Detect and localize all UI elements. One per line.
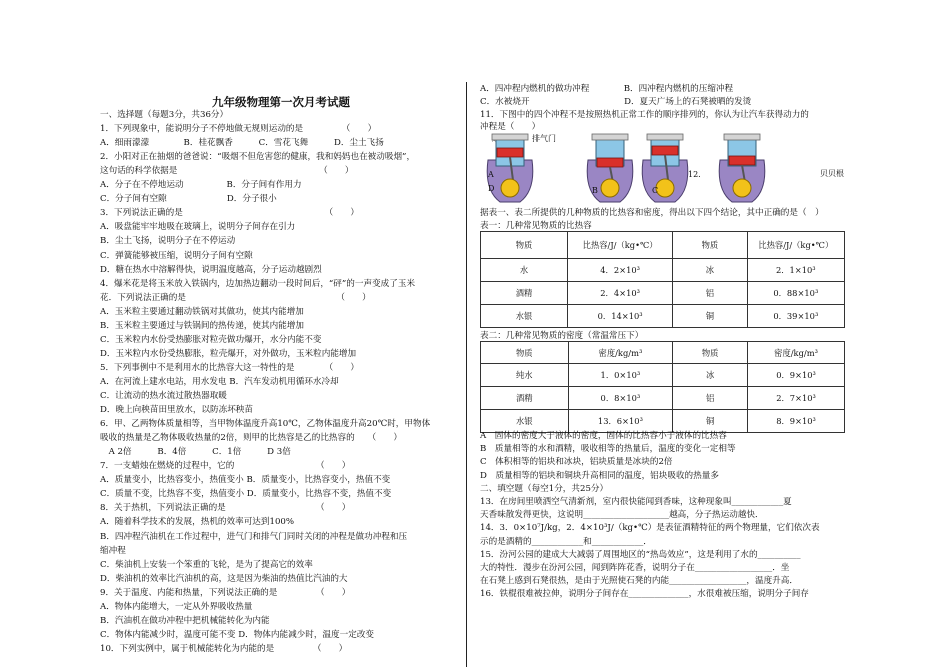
table-cell: 物质 — [481, 232, 568, 259]
table-header-row — [481, 342, 845, 364]
table-cell: 8．9×10³ — [748, 410, 845, 433]
engine-piston — [497, 148, 523, 157]
table-cell: 13．6×10³ — [568, 410, 673, 433]
right-bottom-line-7: 14．3．0×10⁷J/kg，2．4×10³J/（kg•℃）是表征酒精特征的两个物理量，它们依次表 — [480, 523, 820, 534]
left-line-25: 7．一支蜡烛在燃烧的过程中，它的 （ ） — [100, 461, 351, 472]
engine-crankshaft — [601, 179, 619, 197]
left-line-23: 吸收的热量是乙物体吸收热量的2倍，则甲的比热容是乙的比热容的 （ ） — [100, 433, 402, 444]
table-cell: 1．0×10³ — [568, 364, 673, 387]
exhaust-valve-label: 排气门 — [532, 134, 556, 143]
table-cell: 0．39×10³ — [747, 305, 844, 328]
left-line-28: 8．关于热机，下列说法正确的是 （ ） — [100, 503, 351, 514]
left-line-27: C．质量不变，比热容不变，热值变小 D．质量变小，比热容不变，热值不变 — [100, 489, 392, 500]
engine-piston — [652, 146, 678, 155]
q12-text: 据表一、表二所提供的几种物质的比热容和密度，得出以下四个结论，其中正确的是（ ） — [480, 208, 824, 218]
table-cell: 物质 — [481, 342, 569, 364]
right-bottom-line-11: 在石凳上感到石凳很热，是由于光照使石凳的内能__________________，温度升高． — [480, 576, 798, 587]
table-row — [481, 282, 845, 305]
engine-piston — [729, 156, 755, 165]
right-bottom-line-1: B 质量相等的水和酒精，吸收相等的热量后，温度的变化一定相等 — [480, 444, 736, 455]
right-bottom-line-0: A 固体的密度大于液体的密度，固体的比热容小于液体的比热容 — [480, 431, 727, 441]
exam-title: 九年级物理第一次月考试题 — [212, 95, 350, 109]
table-cell: 0．88×10³ — [747, 282, 844, 305]
left-line-0: 一、选择题（每题3分，共36分） — [100, 110, 229, 120]
left-line-33: D．柴油机的效率比汽油机的高，这是因为柴油的热值比汽油的大 — [100, 573, 348, 584]
table-cell: 密度/kg/m³ — [568, 342, 673, 364]
engine-strokes-illustration — [480, 130, 850, 215]
engine-diagram — [480, 130, 850, 215]
table-cell: 酒精 — [481, 387, 569, 410]
left-line-24: A 2倍 B．4倍 C．1倍 D 3倍 — [100, 447, 291, 458]
table-cell: 冰 — [673, 259, 747, 282]
side-note: 贝贝根 — [820, 169, 844, 178]
left-line-10: C．弹簧能够被压缩，说明分子间有空隙 — [100, 250, 253, 261]
specific-heat-table — [480, 231, 845, 328]
left-line-8: A．吸盘能牢牢地吸在玻璃上，说明分子间存在引力 — [100, 222, 296, 233]
engine-letter-b: B — [592, 186, 598, 195]
left-line-35: A．物体内能增大，一定从外界吸收热量 — [100, 601, 253, 612]
left-line-18: 5．下列事例中不是利用水的比热容大这一特性的是 （ ） — [100, 362, 359, 373]
table-cell: 2．4×10³ — [568, 282, 673, 305]
left-line-30: B．四冲程汽油机在工作过程中，进气门和排气门同时关闭的冲程是做功冲程和压 — [100, 531, 408, 542]
left-line-32: C．柴油机上安装一个笨重的飞轮，是为了提高它的效率 — [100, 559, 313, 570]
left-line-22: 6．甲、乙两物体质量相等，当甲物体温度升高10℃，乙物体温度升高20℃时，甲物体 — [100, 419, 431, 430]
table2-caption: 表二：几种常见物质的密度（常温常压下） — [480, 331, 644, 341]
engine-letter-c: C — [652, 186, 659, 195]
right-top-line-2: 11．下图中的四个冲程不是按照热机正常工作的顺序排列的，你认为让汽车获得动力的 — [480, 109, 809, 120]
right-bottom-line-10: 大的特性．漫步在汾河公园，闻到阵阵花香，说明分子在__________________．坐 — [480, 563, 790, 573]
table-cell: 0．8×10³ — [568, 387, 673, 410]
right-bottom-line-5: 13．在房间里喷洒空气清新剂，室内很快能闻到香味，这种现象叫____________夏 — [480, 497, 792, 507]
left-line-5: A．分子在不停地运动 B．分子间有作用力 — [100, 180, 302, 191]
table-cell: 比热容/J/（kg•℃） — [747, 232, 844, 259]
table-cell: 2．7×10³ — [748, 387, 845, 410]
table-cell: 密度/kg/m³ — [748, 342, 845, 364]
left-line-16: C．玉米粒内水份受热膨胀对粒壳做功爆开，水分内能不变 — [100, 334, 322, 345]
right-bottom-line-6: 天香味散发得更快，这说明____________________越高，分子热运动越快． — [480, 510, 764, 521]
table-header-row — [481, 232, 845, 259]
right-bottom-line-3: D 质量相等的铝块和铜块升高相同的温度，铝块吸收的热量多 — [480, 470, 719, 481]
right-bottom-line-9: 15．汾河公园的建成大大减弱了周围地区的“热岛效应”，这是利用了水的__________ — [480, 549, 801, 560]
table-cell: 水银 — [481, 410, 569, 433]
density-table — [480, 341, 845, 433]
left-line-19: A．在河流上建水电站，用水发电 B．汽车发动机用循环水冷却 — [100, 376, 339, 387]
left-line-15: B．玉米粒主要通过与铁锅间的热传递，使其内能增加 — [100, 320, 304, 331]
table-row — [481, 410, 845, 433]
left-line-34: 9．关于温度、内能和热量，下列说法正确的是 （ ） — [100, 587, 351, 598]
engine-head — [724, 134, 760, 140]
left-line-38: 10．下列实例中，属于机械能转化为内能的是 （ ） — [100, 643, 348, 654]
left-line-1: 1．下列现象中，能说明分子不停地做无规则运动的是 （ ） — [100, 124, 377, 135]
left-line-6: C．分子间有空隙 D．分子很小 — [100, 194, 277, 205]
right-bottom-line-8: 示的是酒精的____________和____________． — [480, 536, 652, 547]
left-line-7: 3．下列说法正确的是 （ ） — [100, 208, 359, 219]
left-line-37: C．物体内能减少时，温度可能不变 D．物体内能减少时，温度一定改变 — [100, 629, 375, 640]
engine-crankshaft — [733, 179, 751, 197]
right-top-line-3: 冲程是（ ） — [480, 122, 541, 133]
table-cell: 2．1×10³ — [747, 259, 844, 282]
table-cell: 4．2×10³ — [568, 259, 673, 282]
left-line-36: B．汽油机在做功冲程中把机械能转化为内能 — [100, 615, 270, 626]
table1-caption: 表一：几种常见物质的比热容 — [480, 221, 592, 231]
engine-letter-a: A — [488, 170, 494, 179]
engine-crankshaft — [501, 179, 519, 197]
table-cell: 酒精 — [481, 282, 568, 305]
table-cell: 铜 — [673, 305, 747, 328]
left-line-13: 花．下列说法正确的是 （ ） — [100, 292, 371, 303]
right-top-line-1: C．水被烧开 D．夏天广场上的石凳被晒的发烫 — [480, 96, 752, 107]
table-cell: 纯水 — [481, 364, 569, 387]
table-cell: 铜 — [673, 410, 748, 433]
left-line-12: 4．爆米花是将玉米放入铁锅内，边加热边翻动一段时间后，“砰”的一声变成了玉米 — [100, 278, 416, 289]
table-cell: 水 — [481, 259, 568, 282]
table-cell: 0．14×10³ — [568, 305, 673, 328]
table-row — [481, 364, 845, 387]
left-line-26: A．质量变小，比热容变小，热值变小 B．质量变小，比热容变小，热值不变 — [100, 475, 391, 486]
right-bottom-line-2: C 体积相等的铝块和冰块，铝块质量是冰块的2倍 — [480, 457, 673, 468]
column-divider — [466, 82, 467, 667]
table-cell: 比热容/J/（kg•℃） — [568, 232, 673, 259]
engine-piston — [597, 158, 623, 167]
left-line-4: 这句话的科学依据是 （ ） — [100, 166, 354, 177]
table-cell: 铝 — [673, 282, 747, 305]
question-12-number: 12. — [688, 170, 701, 179]
right-top-line-0: A．四冲程内燃机的做功冲程 B．四冲程内燃机的压缩冲程 — [480, 84, 734, 94]
table-cell: 物质 — [673, 342, 748, 364]
engine-head — [492, 134, 528, 140]
table-cell: 冰 — [673, 364, 748, 387]
left-line-21: D．晚上向秧苗田里放水，以防冻坏秧苗 — [100, 405, 253, 416]
left-line-11: D．糖在热水中溶解得快，说明温度越高，分子运动越剧烈 — [100, 264, 322, 275]
left-line-3: 2．小阳对正在抽烟的爸爸说：“吸烟不但危害您的健康，我和妈妈也在被动吸烟”， — [100, 152, 416, 163]
table-row — [481, 387, 845, 410]
left-line-9: B．尘土飞扬，说明分子在不停运动 — [100, 236, 236, 247]
engine-head — [647, 134, 683, 140]
left-line-17: D．玉米粒内水份受热膨胀，粒壳爆开，对外做功，玉米粒内能增加 — [100, 348, 357, 359]
table-cell: 物质 — [673, 232, 747, 259]
right-bottom-line-12: 16．铁棍很难被拉伸，说明分子间存在______________，水很难被压缩，说明分子间存 — [480, 589, 809, 600]
engine-head — [592, 134, 628, 140]
table-cell: 水银 — [481, 305, 568, 328]
table-cell: 0．9×10³ — [748, 364, 845, 387]
table-cell: 铝 — [673, 387, 748, 410]
left-line-31: 缩冲程 — [100, 545, 126, 556]
table-row — [481, 259, 845, 282]
right-bottom-line-4: 二、填空题（每空1分，共25分） — [480, 483, 609, 494]
engine-letter-d: D — [488, 184, 495, 193]
table-row — [481, 305, 845, 328]
engine-crankshaft — [656, 179, 674, 197]
left-line-20: C．让流动的热水流过散热器取暖 — [100, 391, 227, 401]
left-line-29: A．随着科学技术的发展，热机的效率可达到100% — [100, 517, 295, 528]
left-line-14: A．玉米粒主要通过翻动铁锅对其做功，使其内能增加 — [100, 306, 304, 317]
left-line-2: A．细雨濛濛 B．桂花飘香 C．雪花飞舞 D．尘土飞扬 — [100, 138, 384, 149]
